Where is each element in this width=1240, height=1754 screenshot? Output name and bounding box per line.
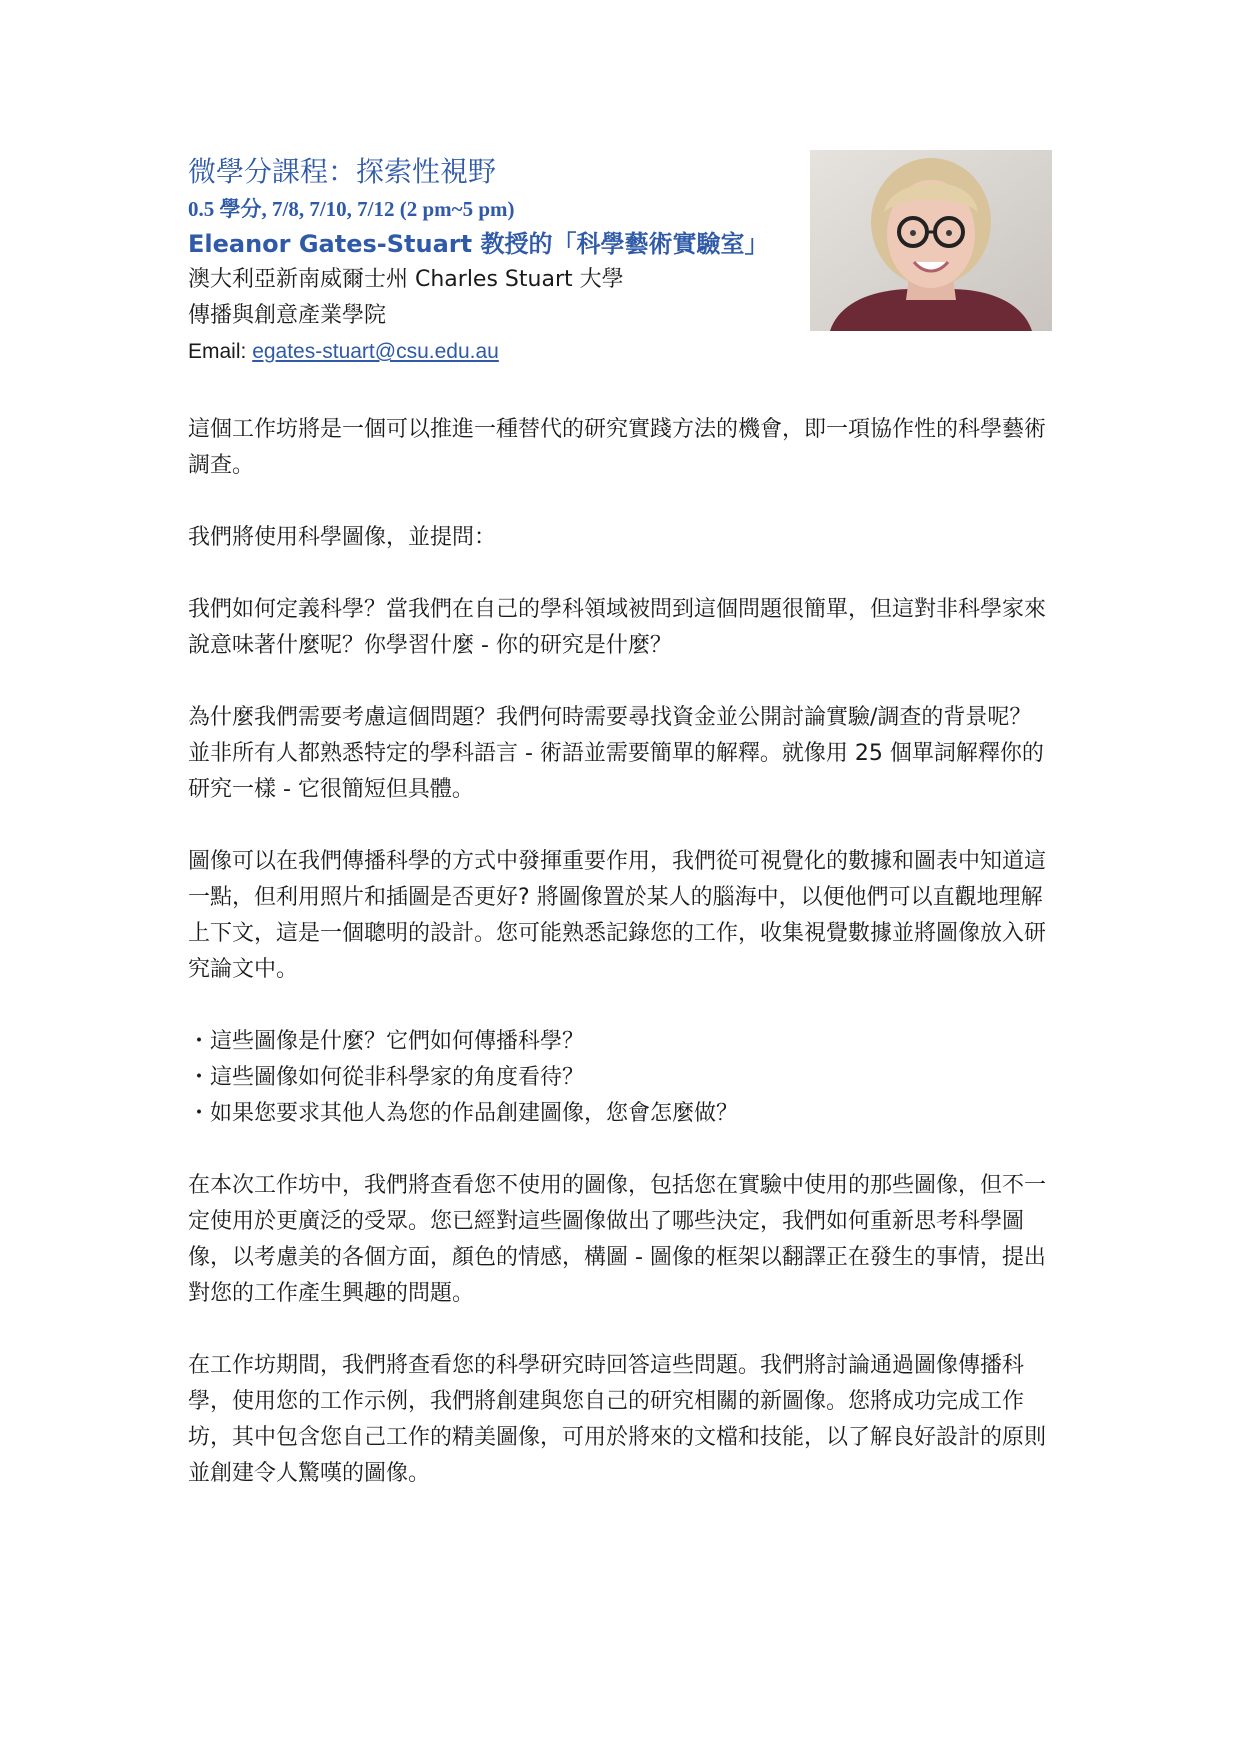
paragraph-question-lead: 我們將使用科學圖像，並提問： <box>188 525 497 550</box>
course-description <box>188 412 1048 1528</box>
portrait-image <box>810 150 1052 331</box>
credit-schedule: 0.5 學分, 7/8, 7/10, 7/12 (2 pm~5 pm) <box>188 197 515 221</box>
email-link[interactable]: egates-stuart@csu.edu.au <box>252 340 499 363</box>
paragraph-workshop-images: 在本次工作坊中，我們將查看您不使用的圖像，包括您在實驗中使用的那些圖像，但不一定使用於更廣泛的受眾。您已經對這些圖像做出了哪些決定，我們如何重新思考科學圖像，以考慮美的各個方面，顏色的情感，構圖 - 圖像的框架以翻譯正在發生的事情，提出對您的工作產生興趣的問題。 <box>188 1173 1047 1306</box>
bullet-icon: ・ <box>188 1029 211 1054</box>
professor-lab: Eleanor Gates-Stuart 教授的「科學藝術實驗室」 <box>188 230 769 258</box>
bullet-icon: ・ <box>188 1101 211 1126</box>
list-item: ・這些圖像如何從非科學家的角度看待？ <box>188 1060 1048 1096</box>
email-line <box>188 334 808 370</box>
email-label: Email: <box>188 340 253 363</box>
course-title: 微學分課程：探索性視野 <box>188 155 497 188</box>
bullet-icon: ・ <box>188 1065 211 1090</box>
paragraph-images-role: 圖像可以在我們傳播科學的方式中發揮重要作用，我們從可視覺化的數據和圖表中知道這一點，但利用照片和插圖是否更好? 將圖像置於某人的腦海中，以便他們可以直觀地理解上下文，這是一個聰明的設計。您可能熟悉記錄您的工作，收集視覺數據並將圖像放入研究論文中。 <box>188 849 1047 982</box>
professor-photo <box>810 150 1052 331</box>
paragraph-workshop-period: 在工作坊期間，我們將查看您的科學研究時回答這些問題。我們將討論通過圖像傳播科學，使用您的工作示例，我們將創建與您自己的研究相關的新圖像。您將成功完成工作坊，其中包含您自己工作的精美圖像，可用於將來的文檔和技能，以了解良好設計的原則並創建令人驚嘆的圖像。 <box>188 1353 1047 1486</box>
paragraph-why-consider: 為什麼我們需要考慮這個問題？我們何時需要尋找資金並公開討論實驗/調查的背景呢？並非所有人都熟悉特定的學科語言 - 術語並需要簡單的解釋。就像用 25 個單詞解釋你的研究一樣 - 它很簡短但具體。 <box>188 705 1044 802</box>
university: 澳大利亞新南威爾士州 Charles Stuart 大學 <box>188 267 624 292</box>
list-item: ・如果您要求其他人為您的作品創建圖像，您會怎麼做？ <box>188 1096 1048 1132</box>
list-item: ・這些圖像是什麼？它們如何傳播科學？ <box>188 1024 1048 1060</box>
question-list <box>188 1024 1048 1132</box>
paragraph-define-science: 我們如何定義科學？當我們在自己的學科領域被問到這個問題很簡單，但這對非科學家來說意味著什麼呢？你學習什麼 - 你的研究是什麼？ <box>188 597 1047 658</box>
paragraph-intro: 這個工作坊將是一個可以推進一種替代的研究實踐方法的機會，即一項協作性的科學藝術調查。 <box>188 417 1047 478</box>
faculty: 傳播與創意產業學院 <box>188 303 387 328</box>
course-header <box>188 152 808 370</box>
